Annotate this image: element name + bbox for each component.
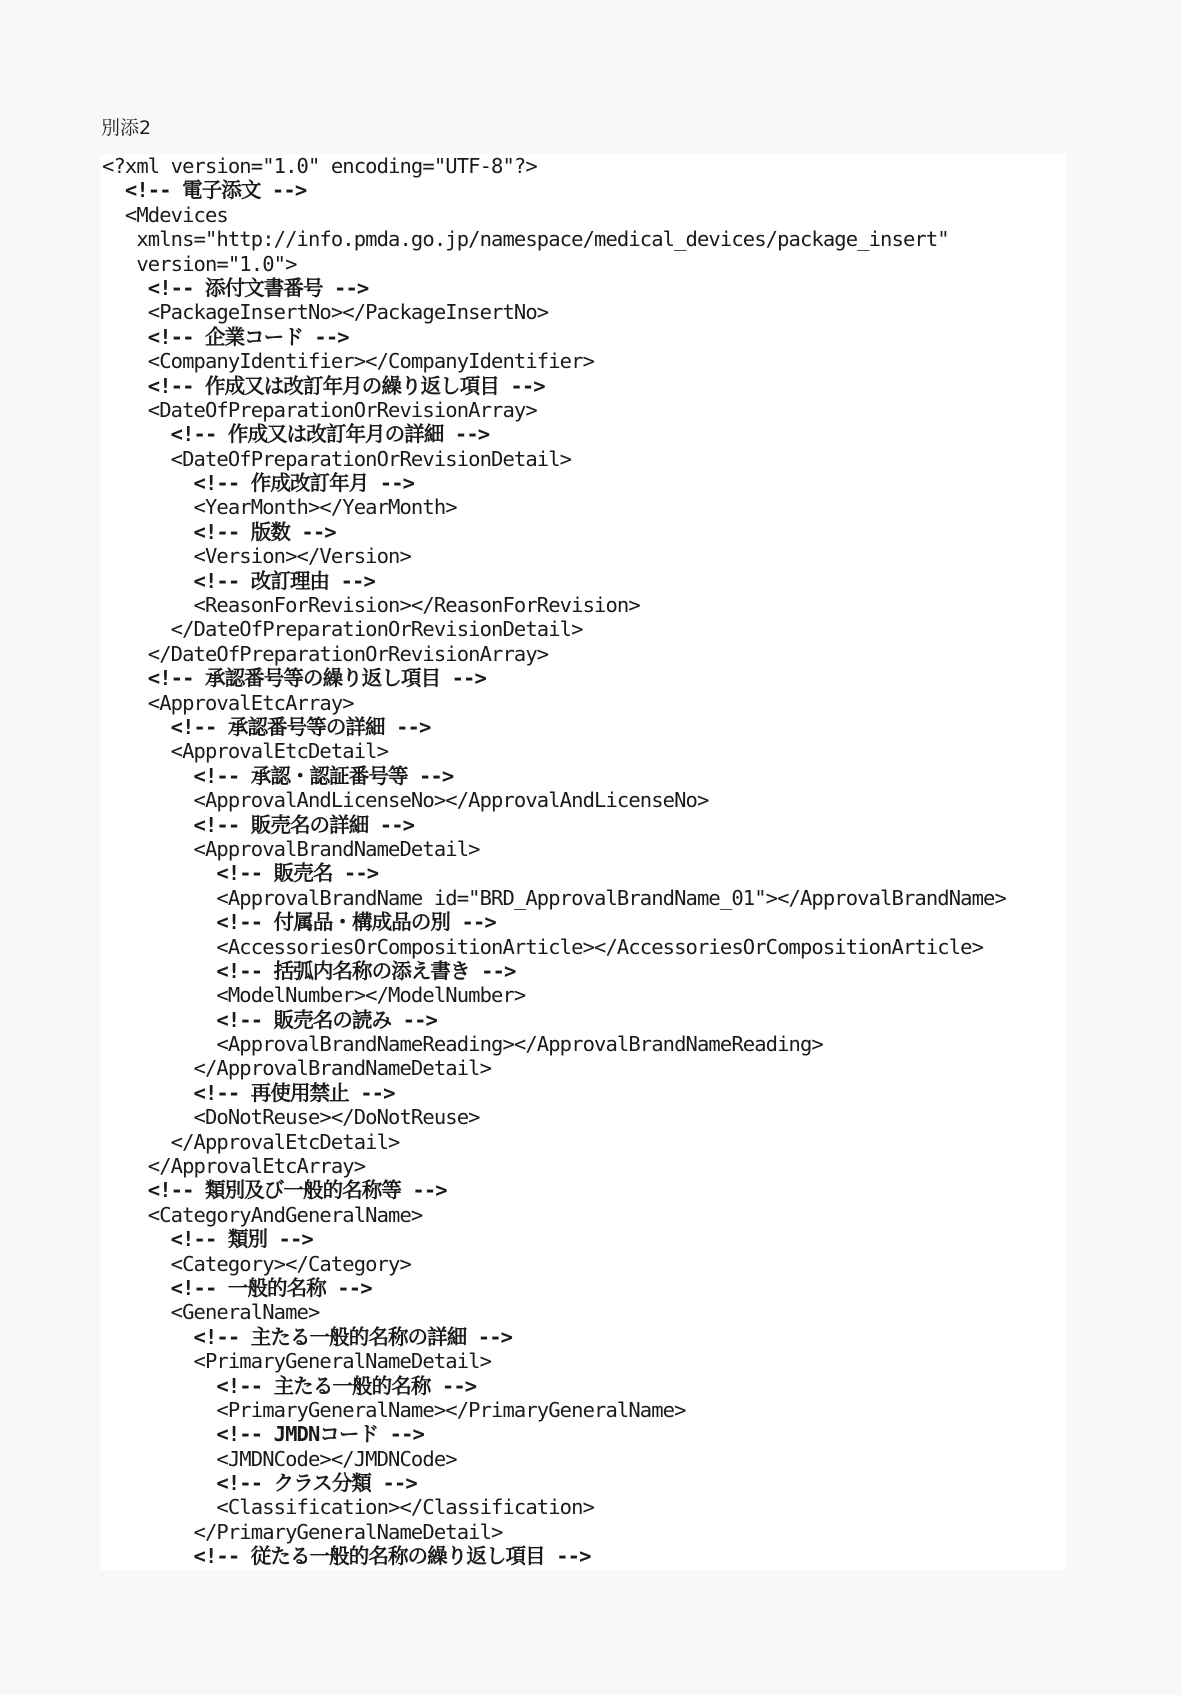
code-line: xmlns="http://info.pmda.go.jp/namespace/medical_devices/package_insert" (102, 227, 949, 252)
code-line: <!-- 改訂理由 --> (102, 568, 375, 593)
code-line: </DateOfPreparationOrRevisionDetail> (102, 617, 583, 642)
code-line: <DateOfPreparationOrRevisionDetail> (102, 446, 572, 471)
code-line: <YearMonth></YearMonth> (102, 495, 457, 520)
code-line: <!-- 作成又は改訂年月の詳細 --> (102, 422, 490, 447)
code-line: <PrimaryGeneralName></PrimaryGeneralName> (102, 1397, 686, 1422)
code-line: <ApprovalEtcArray> (102, 690, 354, 715)
code-line: </PrimaryGeneralNameDetail> (102, 1519, 503, 1544)
code-line: <Classification></Classification> (102, 1495, 595, 1520)
code-line: <Mdevices (102, 202, 228, 227)
code-line: <DoNotReuse></DoNotReuse> (102, 1105, 480, 1130)
code-line: <ApprovalBrandName id="BRD_ApprovalBrandName_01"></ApprovalBrandName> (102, 885, 1006, 910)
code-line: <PrimaryGeneralNameDetail> (102, 1349, 492, 1374)
code-line: <!-- 電子添文 --> (102, 178, 307, 203)
code-line: <?xml version="1.0" encoding="UTF-8"?> (102, 154, 537, 178)
code-line: <Version></Version> (102, 544, 411, 569)
code-line: <!-- 添付文書番号 --> (102, 275, 369, 300)
code-line: <!-- 再使用禁止 --> (102, 1080, 395, 1105)
code-line: <PackageInsertNo></PackageInsertNo> (102, 300, 549, 325)
code-line: <ReasonForRevision></ReasonForRevision> (102, 593, 640, 618)
code-line: <!-- 承認番号等の繰り返し項目 --> (102, 666, 486, 691)
code-line: <CompanyIdentifier></CompanyIdentifier> (102, 349, 595, 374)
code-line: <!-- 企業コード --> (102, 324, 349, 349)
code-line: <CategoryAndGeneralName> (102, 1202, 423, 1227)
code-line: <!-- 類別及び一般的名称等 --> (102, 1178, 447, 1203)
code-line: <ApprovalBrandNameReading></ApprovalBrandNameReading> (102, 1032, 823, 1057)
code-line: <!-- 版数 --> (102, 519, 336, 544)
code-line: <ApprovalEtcDetail> (102, 739, 389, 764)
code-line: <ModelNumber></ModelNumber> (102, 983, 526, 1008)
code-line: <!-- 主たる一般的名称 --> (102, 1373, 477, 1398)
code-line: <JMDNCode></JMDNCode> (102, 1446, 457, 1471)
code-line: <ApprovalBrandNameDetail> (102, 836, 480, 861)
code-line: </DateOfPreparationOrRevisionArray> (102, 641, 549, 666)
code-line: </ApprovalBrandNameDetail> (102, 1056, 492, 1081)
code-line: </ApprovalEtcArray> (102, 1154, 366, 1179)
code-line: <!-- 従たる一般的名称の繰り返し項目 --> (102, 1544, 591, 1569)
code-line: <!-- 主たる一般的名称の詳細 --> (102, 1324, 513, 1349)
code-line: <!-- 販売名 --> (102, 861, 379, 886)
code-line: <DateOfPreparationOrRevisionArray> (102, 397, 537, 422)
code-line: <!-- 一般的名称 --> (102, 1275, 372, 1300)
code-line: <!-- 販売名の読み --> (102, 1007, 437, 1032)
code-line: <!-- 作成又は改訂年月の繰り返し項目 --> (102, 373, 545, 398)
code-line: <!-- 作成改訂年月 --> (102, 471, 415, 496)
xml-code-block (100, 154, 1066, 1570)
attachment-label: 別添2 (101, 117, 152, 139)
code-line: <!-- 承認・認証番号等 --> (102, 763, 454, 788)
code-lines (102, 154, 1006, 1569)
code-line: <AccessoriesOrCompositionArticle></AccessoriesOrCompositionArticle> (102, 934, 984, 959)
code-line: <Category></Category> (102, 1251, 411, 1276)
code-line: <!-- JMDNコード --> (102, 1422, 424, 1447)
code-line: <!-- 承認番号等の詳細 --> (102, 714, 431, 739)
code-line: <!-- 括弧内名称の添え書き --> (102, 958, 516, 983)
code-line: <!-- 類別 --> (102, 1227, 313, 1252)
code-line: <GeneralName> (102, 1300, 320, 1325)
code-line: </ApprovalEtcDetail> (102, 1129, 400, 1154)
code-line: <ApprovalAndLicenseNo></ApprovalAndLicenseNo> (102, 788, 709, 813)
code-line: <!-- 付属品・構成品の別 --> (102, 910, 496, 935)
code-line: version="1.0"> (102, 251, 297, 276)
code-line: <!-- 販売名の詳細 --> (102, 812, 415, 837)
code-line: <!-- クラス分類 --> (102, 1471, 417, 1496)
